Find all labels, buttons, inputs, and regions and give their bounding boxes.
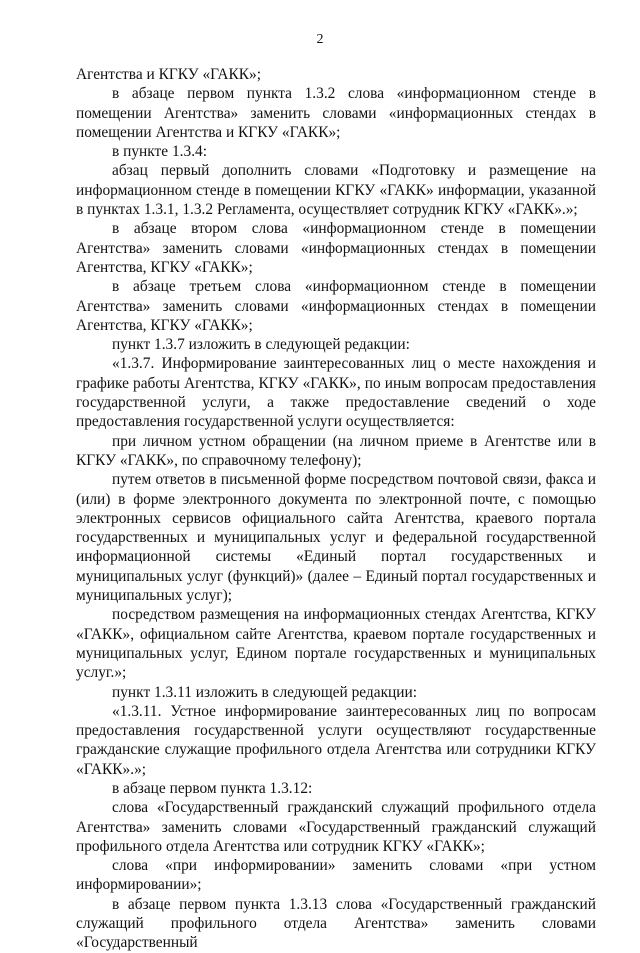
- paragraph: Агентства и КГКУ «ГАКК»;: [76, 66, 261, 83]
- paragraph: в абзаце втором слова «информационном стенде в помещении Агентства» заменить словами «информационных стендах в помещении Агентства, КГКУ «ГАКК»;: [76, 220, 596, 276]
- paragraph: пункт 1.3.11 изложить в следующей редакции:: [112, 683, 418, 701]
- paragraph: в абзаце первом пункта 1.3.2 слова «информационном стенде в помещении Агентства» заменить словами «информационных стендах в помещении Агентства и КГКУ «ГАКК»;: [76, 85, 596, 141]
- document-body: [76, 65, 596, 953]
- paragraph: в абзаце первом пункта 1.3.13 слова «Государственный гражданский служащий профильного отдела Агентства» заменить словами «Государственный: [76, 895, 596, 952]
- paragraph: «1.3.11. Устное информирование заинтересованных лиц по вопросам предоставления государственной услуги осуществляют государственные гражданские служащие профильного отдела Агентства или сотрудники КГКУ «ГАКК».»;: [76, 702, 596, 778]
- paragraph: слова «Государственный гражданский служащий профильного отдела Агентства» заменить словами «Государственный гражданский служащий профильного отдела Агентства или сотрудник КГКУ «ГАКК»;: [76, 799, 596, 855]
- paragraph: абзац первый дополнить словами «Подготовку и размещение на информационном стенде в помещении КГКУ «ГАКК» информации, указанной в пунктах 1.3.1, 1.3.2 Регламента, осуществляет сотрудник КГКУ «ГАКК».»;: [76, 162, 596, 219]
- paragraph: в абзаце первом пункта 1.3.12:: [112, 779, 313, 797]
- paragraph: при личном устном обращении (на личном приеме в Агентстве или в КГКУ «ГАКК», по справочному телефону);: [76, 432, 596, 469]
- paragraph: в пункте 1.3.4:: [112, 143, 208, 161]
- paragraph: пункт 1.3.7 изложить в следующей редакции:: [112, 336, 410, 354]
- paragraph: путем ответов в письменной форме посредством почтовой связи, факса и (или) в форме электронного документа по электронной почте, с помощью электронных сервисов официального сайта Агентства, краевого портала государственных и муниципальных услуг и федеральной государственной информационной системы «Единый портал государственных и муниципальных услуг (функций)» (далее – Единый портал государственных и муниципальных услуг);: [76, 471, 596, 605]
- paragraph: в абзаце третьем слова «информационном стенде в помещении Агентства» заменить словами «информационных стендах в помещении Агентства, КГКУ «ГАКК»;: [76, 278, 596, 334]
- page-number: 2: [316, 32, 324, 47]
- paragraph: слова «при информировании» заменить словами «при устном информировании»;: [76, 857, 596, 894]
- paragraph: «1.3.7. Информирование заинтересованных лиц о месте нахождения и графике работы Агентства, КГКУ «ГАКК», по иным вопросам предоставления государственной услуги, а также предоставление сведений о ходе предоставления государственной услуги осуществляется:: [76, 355, 596, 431]
- paragraph: посредством размещения на информационных стендах Агентства, КГКУ «ГАКК», официальном сайте Агентства, краевом портале государственных и муниципальных услуг, Едином портале государственных и муниципальных услуг.»;: [76, 606, 596, 682]
